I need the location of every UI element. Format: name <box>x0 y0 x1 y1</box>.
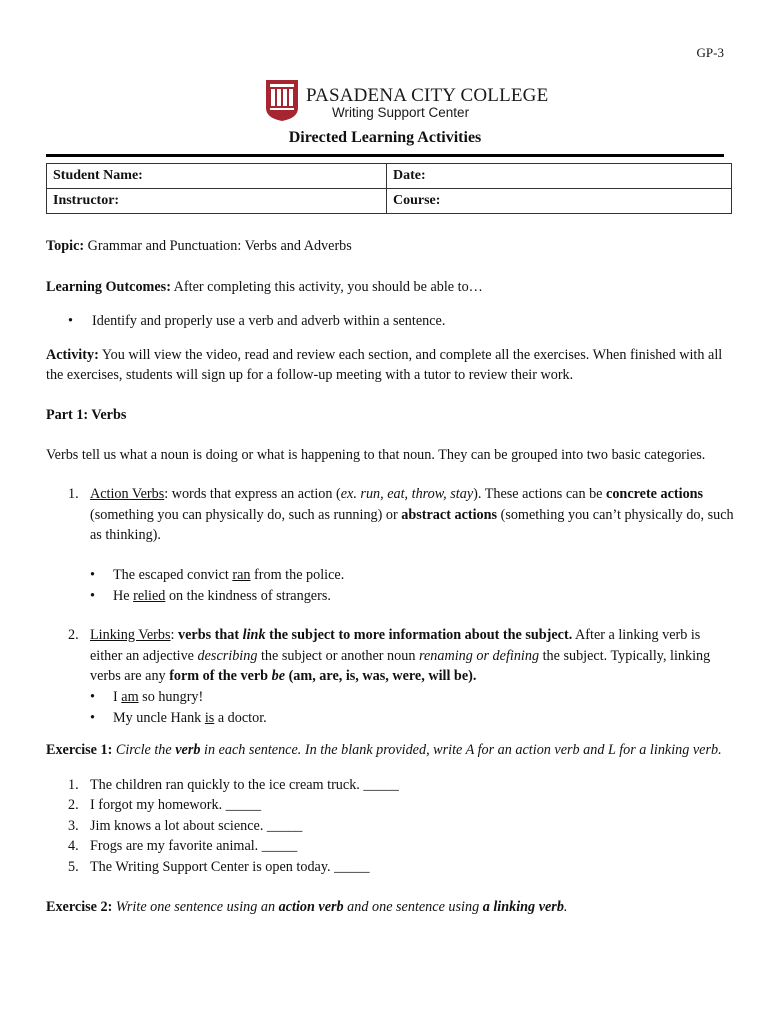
date-field[interactable]: Date: <box>387 164 732 189</box>
title-divider <box>46 154 724 157</box>
page-title: Directed Learning Activities <box>288 129 482 146</box>
verbs-intro: Verbs tell us what a noun is doing or what is happening to that noun. They can be grouped into two basic categories. <box>46 446 706 463</box>
exercise2-instructions: Exercise 2: Write one sentence using an action verb and one sentence using a linking verb. <box>46 898 568 915</box>
exercise1-list <box>46 775 736 878</box>
page-id: GP-3 <box>696 45 724 60</box>
college-logo <box>264 78 549 124</box>
college-crest-icon <box>264 78 300 122</box>
list-item: • He relied on the kindness of strangers. <box>46 586 736 607</box>
linking-examples <box>46 687 736 728</box>
list-item: 3. Jim knows a lot about science. _____ <box>68 817 303 834</box>
worksheet-content <box>46 236 736 917</box>
list-item: 4. Frogs are my favorite animal. _____ <box>68 838 298 855</box>
exercise1-instructions: Exercise 1: Circle the verb in each sentence. In the blank provided, write A for an action verb and L for a linking verb. <box>46 742 722 759</box>
list-item: • Identify and properly use a verb and adverb within a sentence. <box>46 311 736 332</box>
list-item: • My uncle Hank is a doctor. <box>46 708 736 729</box>
part1-heading: Part 1: Verbs <box>46 406 127 423</box>
course-field[interactable]: Course: <box>387 189 732 214</box>
outcomes-list <box>46 311 736 332</box>
list-item: 5. The Writing Support Center is open today. _____ <box>68 859 370 876</box>
student-info-table <box>46 163 732 214</box>
logo-name: PASADENA CITY COLLEGE <box>306 85 549 106</box>
action-verbs-item: 1. Action Verbs: words that express an action (ex. run, eat, throw, stay). These actions can be concrete actions (something you can physically do, such as running) or abstract actions (something you can’t physically do, such as thinking). <box>68 486 734 544</box>
list-item: 2. I forgot my homework. _____ <box>68 797 262 814</box>
list-item: 1. The children ran quickly to the ice cream truck. _____ <box>68 776 399 793</box>
list-item: • The escaped convict ran from the police. <box>46 565 736 586</box>
linking-verbs-item: 2. Linking Verbs: verbs that link the subject to more information about the subject. After a linking verb is either an adjective describing the subject or another noun renaming or defining the subject. Typically, linking verbs are any form of the verb be (am, are, is, was, were, will be). <box>68 627 711 685</box>
logo-subtitle: Writing Support Center <box>332 105 470 120</box>
instructor-field[interactable]: Instructor: <box>47 189 387 214</box>
activity-description: Activity: You will view the video, read and review each section, and complete all the exercises. When finished with all the exercises, students will sign up for a follow-up meeting with a tutor to review their work. <box>46 346 723 384</box>
learning-outcomes: Learning Outcomes: After completing this activity, you should be able to… <box>46 278 483 295</box>
action-examples <box>46 565 736 606</box>
list-item: • I am so hungry! <box>46 687 736 708</box>
topic-line: Topic: Grammar and Punctuation: Verbs and Adverbs <box>46 238 352 254</box>
student-name-field[interactable]: Student Name: <box>47 164 387 189</box>
